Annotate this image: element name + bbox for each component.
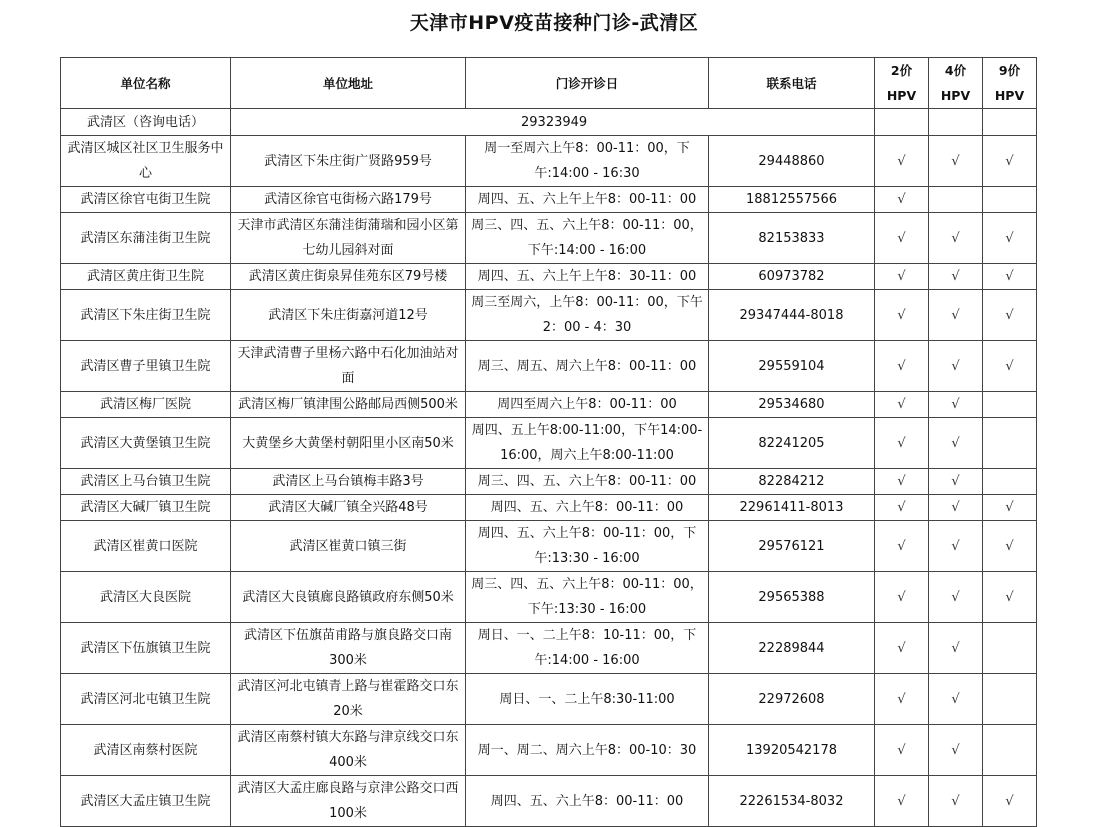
address-cell: 武清区大良镇廊良路镇政府东侧50米 — [231, 572, 466, 623]
hours-cell: 周日、一、二上午8：10-11：00，下午:14:00 - 16:00 — [466, 623, 709, 674]
phone-cell: 22261534-8032 — [709, 776, 875, 827]
hpv9-check — [983, 418, 1037, 469]
phone-cell: 18812557566 — [709, 187, 875, 213]
clinic-name-cell: 武清区黄庄街卫生院 — [61, 264, 231, 290]
hpv2-check: √ — [875, 392, 929, 418]
hours-cell: 周一至周六上午8：00-11：00，下午:14:00 - 16:30 — [466, 136, 709, 187]
header-hpv9: 9价HPV — [983, 58, 1037, 109]
phone-cell: 82284212 — [709, 469, 875, 495]
clinic-name-cell: 武清区下朱庄街卫生院 — [61, 290, 231, 341]
header-unit-name: 单位名称 — [61, 58, 231, 109]
hpv9-check: √ — [983, 572, 1037, 623]
clinic-name-cell: 武清区大碱厂镇卫生院 — [61, 495, 231, 521]
table-row — [61, 623, 1037, 674]
hpv4-check: √ — [929, 418, 983, 469]
hpv9-check: √ — [983, 213, 1037, 264]
hours-cell: 周三、周五、周六上午8：00-11：00 — [466, 341, 709, 392]
hpv9-check: √ — [983, 776, 1037, 827]
hpv4-check: √ — [929, 776, 983, 827]
header-address: 单位地址 — [231, 58, 466, 109]
clinic-name-cell: 武清区崔黄口医院 — [61, 521, 231, 572]
hours-cell: 周四、五、六上午上午8：30-11：00 — [466, 264, 709, 290]
hpv9-check — [983, 187, 1037, 213]
clinic-name-cell: 武清区大良医院 — [61, 572, 231, 623]
hpv2-check: √ — [875, 674, 929, 725]
hours-cell: 周三、四、五、六上午8：00-11：00，下午:14:00 - 16:00 — [466, 213, 709, 264]
phone-cell: 29559104 — [709, 341, 875, 392]
hpv2-check: √ — [875, 521, 929, 572]
clinic-name-cell: 武清区南蔡村医院 — [61, 725, 231, 776]
clinic-name-cell: 武清区徐官屯街卫生院 — [61, 187, 231, 213]
hours-cell: 周四、五、六上午8：00-11：00 — [466, 776, 709, 827]
hpv4-check: √ — [929, 264, 983, 290]
hpv4-check: √ — [929, 521, 983, 572]
header-hpv2: 2价HPV — [875, 58, 929, 109]
address-cell: 天津市武清区东蒲洼街蒲瑞和园小区第七幼儿园斜对面 — [231, 213, 466, 264]
hours-cell: 周四、五、六上午上午8：00-11：00 — [466, 187, 709, 213]
hpv4-check: √ — [929, 213, 983, 264]
table-row — [61, 725, 1037, 776]
clinic-name-cell: 武清区大黄堡镇卫生院 — [61, 418, 231, 469]
address-cell: 武清区上马台镇梅丰路3号 — [231, 469, 466, 495]
phone-cell: 22289844 — [709, 623, 875, 674]
hpv2-check: √ — [875, 418, 929, 469]
phone-cell: 29576121 — [709, 521, 875, 572]
table-row — [61, 572, 1037, 623]
hpv2-check: √ — [875, 725, 929, 776]
phone-cell: 13920542178 — [709, 725, 875, 776]
table-header-row — [61, 58, 1037, 109]
address-cell: 武清区梅厂镇津围公路邮局西侧500米 — [231, 392, 466, 418]
phone-cell: 82153833 — [709, 213, 875, 264]
clinic-name-cell: 武清区城区社区卫生服务中心 — [61, 136, 231, 187]
consult-hpv2 — [875, 109, 929, 136]
phone-cell: 29565388 — [709, 572, 875, 623]
clinic-table — [60, 57, 1037, 827]
hours-cell: 周日、一、二上午8:30-11:00 — [466, 674, 709, 725]
clinic-name-cell: 武清区下伍旗镇卫生院 — [61, 623, 231, 674]
hpv2-check: √ — [875, 776, 929, 827]
address-cell: 武清区下朱庄街嘉河道12号 — [231, 290, 466, 341]
consult-hpv4 — [929, 109, 983, 136]
clinic-name-cell: 武清区河北屯镇卫生院 — [61, 674, 231, 725]
hpv4-check — [929, 187, 983, 213]
phone-cell: 29347444-8018 — [709, 290, 875, 341]
phone-cell: 82241205 — [709, 418, 875, 469]
table-row — [61, 213, 1037, 264]
phone-cell: 22972608 — [709, 674, 875, 725]
hpv2-check: √ — [875, 264, 929, 290]
hours-cell: 周四、五、六上午8：00-11：00 — [466, 495, 709, 521]
hpv9-check — [983, 392, 1037, 418]
hpv2-check: √ — [875, 495, 929, 521]
hpv4-check: √ — [929, 290, 983, 341]
table-body — [61, 109, 1037, 827]
hpv4-check: √ — [929, 469, 983, 495]
header-phone: 联系电话 — [709, 58, 875, 109]
hpv9-check — [983, 725, 1037, 776]
hours-cell: 周四至周六上午8：00-11：00 — [466, 392, 709, 418]
hpv4-check: √ — [929, 674, 983, 725]
address-cell: 武清区大孟庄廊良路与京津公路交口西100米 — [231, 776, 466, 827]
consult-phone: 29323949 — [231, 109, 875, 136]
address-cell: 武清区徐官屯街杨六路179号 — [231, 187, 466, 213]
table-row — [61, 776, 1037, 827]
hours-cell: 周三、四、五、六上午8：00-11：00 — [466, 469, 709, 495]
table-row — [61, 290, 1037, 341]
hours-cell: 周三、四、五、六上午8：00-11：00，下午:13:30 - 16:00 — [466, 572, 709, 623]
table-row — [61, 264, 1037, 290]
address-cell: 天津武清曹子里杨六路中石化加油站对面 — [231, 341, 466, 392]
consult-row — [61, 109, 1037, 136]
address-cell: 武清区下伍旗苗甫路与旗良路交口南300米 — [231, 623, 466, 674]
header-clinic-days: 门诊开诊日 — [466, 58, 709, 109]
table-row — [61, 341, 1037, 392]
hpv9-check — [983, 623, 1037, 674]
phone-cell: 29534680 — [709, 392, 875, 418]
address-cell: 武清区大碱厂镇全兴路48号 — [231, 495, 466, 521]
hpv2-check: √ — [875, 187, 929, 213]
address-cell: 武清区黄庄街泉昇佳苑东区79号楼 — [231, 264, 466, 290]
hpv9-check: √ — [983, 495, 1037, 521]
hpv9-check — [983, 674, 1037, 725]
address-cell: 武清区下朱庄街广贤路959号 — [231, 136, 466, 187]
phone-cell: 22961411-8013 — [709, 495, 875, 521]
page-title: 天津市HPV疫苗接种门诊-武清区 — [409, 12, 699, 34]
clinic-name-cell: 武清区东蒲洼街卫生院 — [61, 213, 231, 264]
hours-cell: 周一、周二、周六上午8：00-10：30 — [466, 725, 709, 776]
hpv4-check: √ — [929, 495, 983, 521]
hpv9-check — [983, 469, 1037, 495]
table-row — [61, 187, 1037, 213]
clinic-name-cell: 武清区曹子里镇卫生院 — [61, 341, 231, 392]
address-cell: 大黄堡乡大黄堡村朝阳里小区南50米 — [231, 418, 466, 469]
table-row — [61, 469, 1037, 495]
hours-cell: 周四、五上午8:00-11:00，下午14:00-16:00，周六上午8:00-11:00 — [466, 418, 709, 469]
hpv2-check: √ — [875, 136, 929, 187]
hpv4-check: √ — [929, 572, 983, 623]
hpv4-check: √ — [929, 725, 983, 776]
hpv2-check: √ — [875, 572, 929, 623]
table-row — [61, 136, 1037, 187]
clinic-name-cell: 武清区大孟庄镇卫生院 — [61, 776, 231, 827]
hpv2-check: √ — [875, 290, 929, 341]
table-row — [61, 418, 1037, 469]
hpv2-check: √ — [875, 341, 929, 392]
table-row — [61, 674, 1037, 725]
hpv4-check: √ — [929, 341, 983, 392]
address-cell: 武清区崔黄口镇三街 — [231, 521, 466, 572]
hpv4-check: √ — [929, 136, 983, 187]
address-cell: 武清区河北屯镇青上路与崔霍路交口东20米 — [231, 674, 466, 725]
table-row — [61, 392, 1037, 418]
hpv9-check: √ — [983, 341, 1037, 392]
hpv9-check: √ — [983, 290, 1037, 341]
hours-cell: 周三至周六，上午8：00-11：00，下午2：00 - 4：30 — [466, 290, 709, 341]
hpv4-check: √ — [929, 392, 983, 418]
consult-hpv9 — [983, 109, 1037, 136]
hpv2-check: √ — [875, 469, 929, 495]
table-row — [61, 495, 1037, 521]
header-hpv4: 4价HPV — [929, 58, 983, 109]
table-row — [61, 521, 1037, 572]
clinic-name-cell: 武清区上马台镇卫生院 — [61, 469, 231, 495]
hpv4-check: √ — [929, 623, 983, 674]
hpv2-check: √ — [875, 213, 929, 264]
phone-cell: 60973782 — [709, 264, 875, 290]
consult-name: 武清区（咨询电话） — [61, 109, 231, 136]
hpv2-check: √ — [875, 623, 929, 674]
phone-cell: 29448860 — [709, 136, 875, 187]
address-cell: 武清区南蔡村镇大东路与津京线交口东400米 — [231, 725, 466, 776]
hpv9-check: √ — [983, 136, 1037, 187]
clinic-name-cell: 武清区梅厂医院 — [61, 392, 231, 418]
hpv9-check: √ — [983, 521, 1037, 572]
hours-cell: 周四、五、六上午8：00-11：00，下午:13:30 - 16:00 — [466, 521, 709, 572]
hpv9-check: √ — [983, 264, 1037, 290]
